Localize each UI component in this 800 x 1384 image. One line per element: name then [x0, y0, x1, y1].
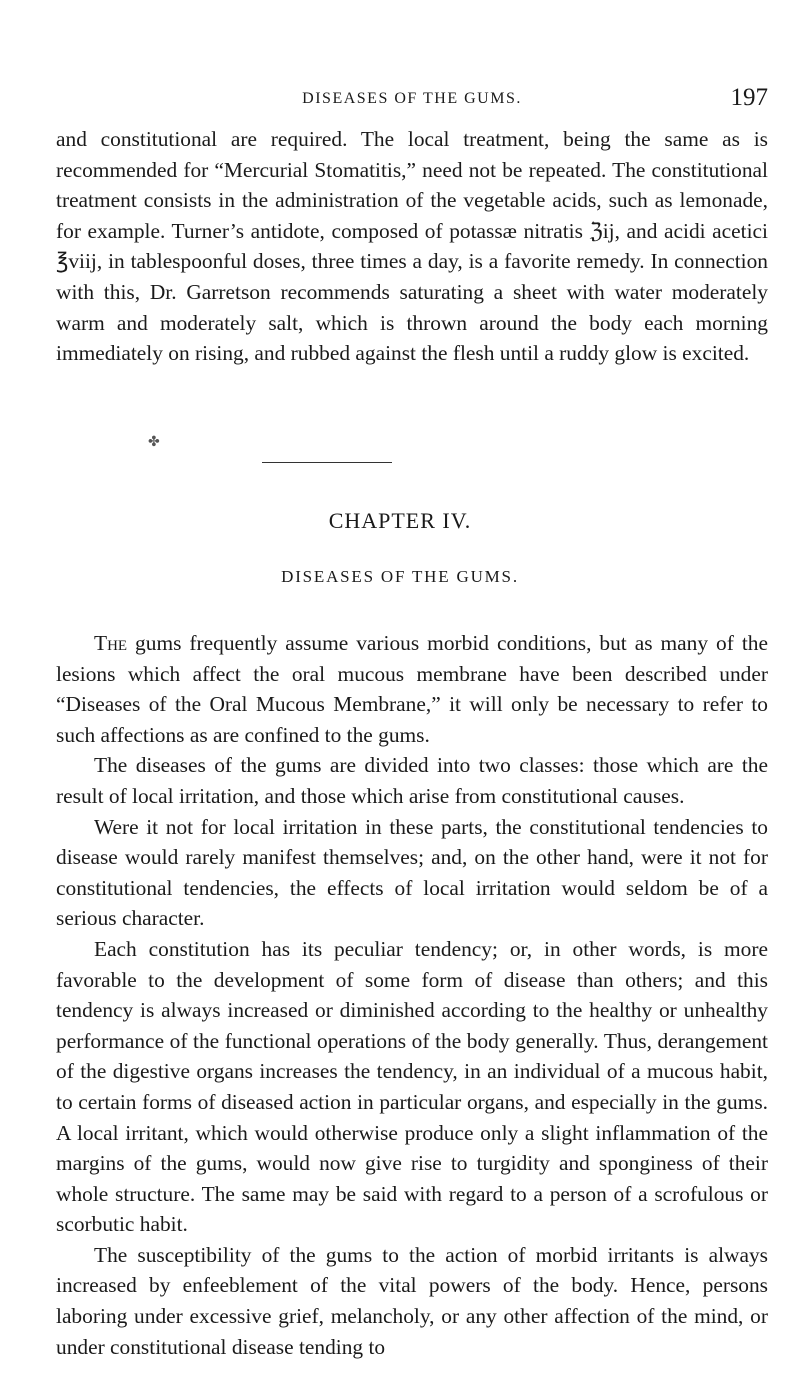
- body-paragraph: The susceptibility of the gums to the action of morbid irritants is always increased by enfeeblement of the vital powers of the body. Hence, persons laboring under excessive grief, melancholy, or any other affection of the mind, or under constitutional disease tending to: [56, 1242, 768, 1359]
- page-number: 197: [730, 84, 768, 111]
- continued-paragraph-block: [56, 124, 768, 369]
- chapter-body: [56, 628, 768, 1362]
- chapter-number: CHAPTER IV.: [328, 508, 472, 533]
- chapter-title: DISEASES OF THE GUMS.: [281, 567, 519, 586]
- paragraph-text: gums frequently assume various morbid conditions, but as many of the lesions which affect the oral mucous membrane have been described under “Diseases of the Oral Mucous Membrane,” it will only be necessary to refer to such affections as are confined to the gums.: [56, 631, 768, 747]
- body-paragraph: Were it not for local irritation in these parts, the constitutional tendencies to disease would rarely manifest themselves; and, on the other hand, were it not for constitutional tendencies, the effects of local irritation would seldom be of a serious character.: [56, 814, 768, 931]
- lead-word: The: [94, 631, 128, 655]
- body-paragraph: The diseases of the gums are divided into two classes: those which are the result of local irritation, and those which arise from constitutional causes.: [56, 753, 768, 808]
- continued-paragraph: and constitutional are required. The local treatment, being the same as is recommended for “Mercurial Stomatitis,” need not be repeated. The constitutional treatment consists in the administration of the vegetable acids, such as lemonade, for example. Turner’s antidote, composed of potassæ nitratis ℨij, and acidi acetici ℥viij, in tablespoonful doses, three times a day, is a favorite remedy. In connection with this, Dr. Garretson recommends saturating a sheet with water moderately warm and moderately salt, which is thrown around the body each morning immediately on rising, and rubbed against the flesh until a ruddy glow is excited.: [56, 127, 768, 366]
- ornament-mark: ✤: [148, 435, 160, 450]
- body-paragraph: Each constitution has its peculiar tendency; or, in other words, is more favorable to the development of some form of disease than others; and this tendency is always increased or diminished according to the healthy or unhealthy performance of the functional operations of the body generally. Thus, derangement of the digestive organs increases the tendency, in an individual of a mucous habit, to certain forms of diseased action in particular organs, and especially in the gums. A local irritant, which would otherwise produce only a slight inflammation of the margins of the gums, would now give rise to turgidity and sponginess of their whole structure. The same may be said with regard to a person of a scrofulous or scorbutic habit.: [56, 936, 768, 1237]
- section-divider: [262, 462, 392, 463]
- running-head: [56, 86, 768, 116]
- body-paragraph: [56, 628, 768, 750]
- running-title: DISEASES OF THE GUMS.: [302, 90, 522, 107]
